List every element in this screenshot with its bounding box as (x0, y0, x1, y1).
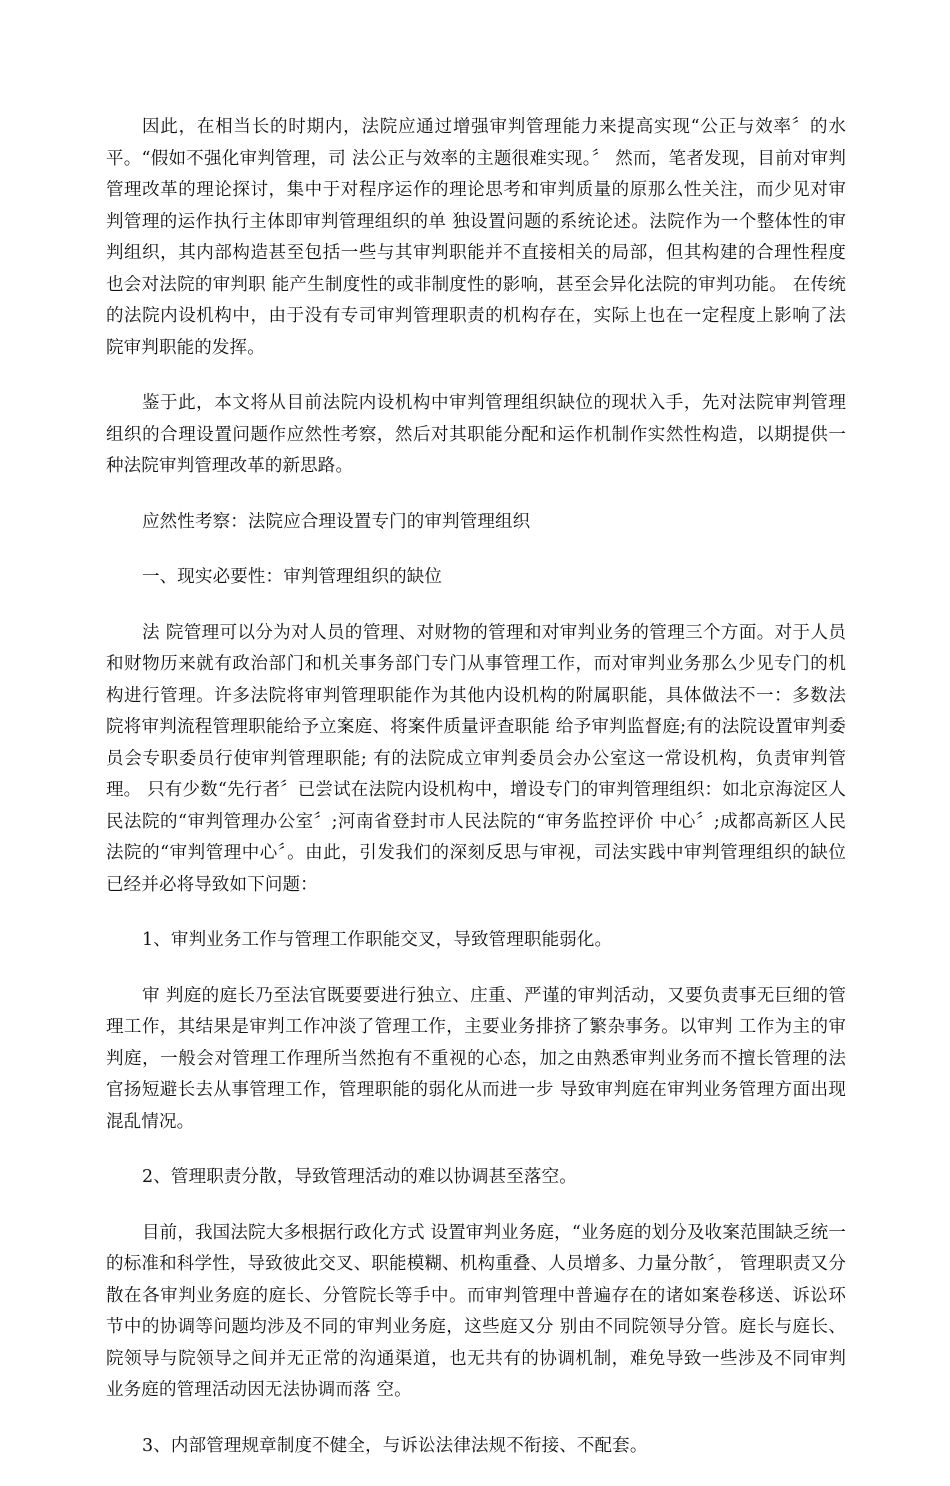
point-heading-2: 2、管理职责分散，导致管理活动的难以协调甚至落空。 (142, 1167, 577, 1187)
section-heading: 应然性考察：法院应合理设置专门的审判管理组织 (142, 511, 531, 532)
point-heading-3: 3、内部管理规章制度不健全，与诉讼法律法规不衔接、不配套。 (142, 1435, 648, 1456)
paragraph-court-management: 法 院管理可以分为对人员的管理、对财物的管理和对审判业务的管理三个方面。对于人员和财物历来就有政治部门和机关事务部门专门从事管理工作，而对审判业务那么少见专门的机构进行管理。许多法院将审判管理职能作为其他内设机构的附属职能，具体做法不一：多数法院将审判流程管理职能给予立案庭、将案件质量评查职能 给予审判监督庭;有的法院设置审判委员会专职委员行使审判管理职能; 有的法院成立审判委员会办公室这一常设机构，负责审判管理。 只有少数“先行者〞已尝试在法院内设机构中，增设专门的审判管理组织：如北京海淀区人民法院的“审判管理办公室〞;河南省登封市人民法院的“审务监控评价 中心〞;成都高新区人民法院的“审判管理中心〞。由此，引发我们的深刻反思与审视，司法实践中审判管理组织的缺位已经并必将导致如下问题： (106, 622, 846, 895)
paragraph-intro: 因此，在相当长的时期内，法院应通过增强审判管理能力来提高实现“公正与效率〞的水平。“假如不强化审判管理，司 法公正与效率的主题很难实现。〞 然而，笔者发现，目前对审判管理改革的理论探讨，集中于对程序运作的理论思考和审判质量的原那么性关注，而少见对审判管理的运作执行主体即审判管理组织的单 独设置问题的系统论述。法院作为一个整体性的审判组织，其内部构造甚至包括一些与其审判职能并不直接相关的局部，但其构建的合理性程度也会对法院的审判职 能产生制度性的或非制度性的影响，甚至会异化法院的审判功能。 在传统的法院内设机构中，由于没有专司审判管理职责的机构存在，实际上也在一定程度上影响了法院审判职能的发挥。 (106, 117, 846, 358)
document-body (106, 112, 846, 1486)
subsection-heading: 一、现实必要性：审判管理组织的缺位 (142, 567, 443, 587)
paragraph-point-1: 审 判庭的庭长乃至法官既要要进行独立、庄重、严谨的审判活动，又要负责事无巨细的管理工作，其结果是审判工作冲淡了管理工作，主要业务排挤了繁杂事务。以审判 工作为主的审判庭，一般会对管理工作理所当然抱有不重视的心态，加之由熟悉审判业务而不擅长管理的法官扬短避长去从事管理工作，管理职能的弱化从而进一步 导致审判庭在审判业务管理方面出现混乱情况。 (106, 985, 846, 1132)
paragraph-point-2: 目前，我国法院大多根据行政化方式 设置审判业务庭，“业务庭的划分及收案范围缺乏统一的标准和科学性，导致彼此交叉、职能模糊、机构重叠、人员增多、力量分散〞， 管理职责又分散在各审判业务庭的庭长、分管院长等手中。而审判管理中普遍存在的诸如案卷移送、诉讼环节中的协调等问题均涉及不同的审判业务庭，这些庭又分 别由不同院领导分管。庭长与庭长、院领导与院领导之间并无正常的沟通渠道，也无共有的协调机制，难免导致一些涉及不同审判业务庭的管理活动因无法协调而落 空。 (106, 1222, 846, 1400)
paragraph-purpose: 鉴于此，本文将从目前法院内设机构中审判管理组织缺位的现状入手，先对法院审判管理组织的合理设置问题作应然性考察，然后对其职能分配和运作机制作实然性构造，以期提供一种法院审判管理改革的新思路。 (106, 393, 846, 476)
point-heading-1: 1、审判业务工作与管理工作职能交叉，导致管理职能弱化。 (142, 930, 613, 950)
